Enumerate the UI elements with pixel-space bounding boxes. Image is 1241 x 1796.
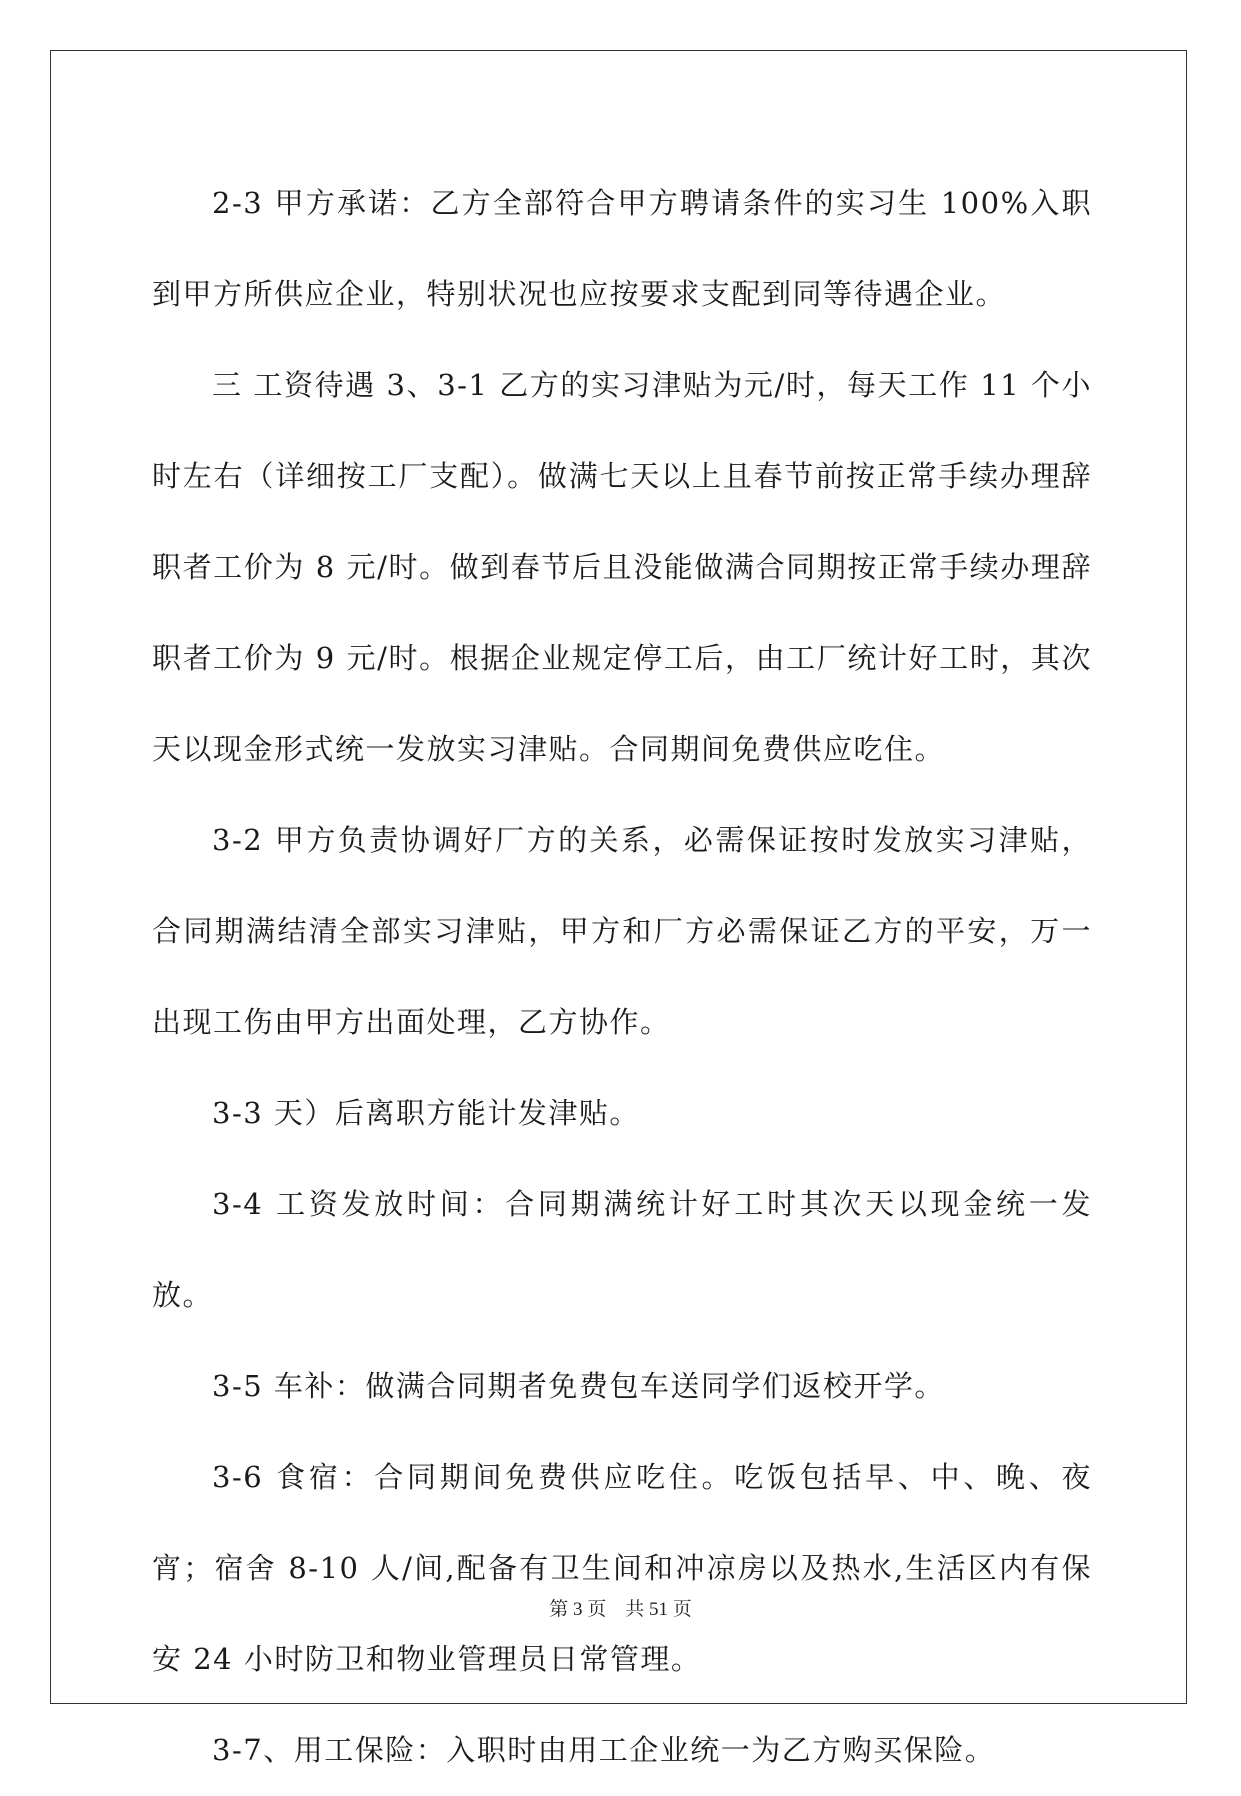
document-body xyxy=(152,158,1092,1796)
paragraph-3-3: 3-3 天）后离职方能计发津贴。 xyxy=(212,1096,640,1130)
paragraph-3-2: 3-2 甲方负责协调好厂方的关系，必需保证按时发放实习津贴，合同期满结清全部实习津贴，甲方和厂方必需保证乙方的平安，万一出现工伤由甲方出面处理，乙方协作。 xyxy=(152,823,1092,1039)
page-total: 共 51 页 xyxy=(625,1599,692,1620)
paragraph-3-5: 3-5 车补：做满合同期者免费包车送同学们返校开学。 xyxy=(212,1369,945,1403)
page-footer xyxy=(0,1594,1241,1621)
paragraph-3-4: 3-4 工资发放时间：合同期满统计好工时其次天以现金统一发放。 xyxy=(152,1187,1092,1312)
paragraph-3-1: 三 工资待遇 3、3-1 乙方的实习津贴为元/时，每天工作 11 个小时左右（详细按工厂支配）。做满七天以上且春节前按正常手续办理辞职者工价为 8 元/时。做到春节后且没能做满合同期按正常手续办理辞职者工价为 9 元/时。根据企业规定停工后，由工厂统计好工时，其次天以现金形式统一发放实习津贴。合同期间免费供应吃住。 xyxy=(152,368,1092,766)
paragraph-3-6: 3-6 食宿：合同期间免费供应吃住。吃饭包括早、中、晚、夜宵；宿舍 8-10 人/间,配备有卫生间和冲凉房以及热水,生活区内有保安 24 小时防卫和物业管理员日常管理。 xyxy=(152,1460,1092,1676)
paragraph-2-3: 2-3 甲方承诺：乙方全部符合甲方聘请条件的实习生 100%入职到甲方所供应企业，特别状况也应按要求支配到同等待遇企业。 xyxy=(152,186,1092,311)
page-number: 第 3 页 xyxy=(549,1599,607,1620)
paragraph-3-7: 3-7、用工保险：入职时由用工企业统一为乙方购买保险。 xyxy=(212,1733,996,1767)
